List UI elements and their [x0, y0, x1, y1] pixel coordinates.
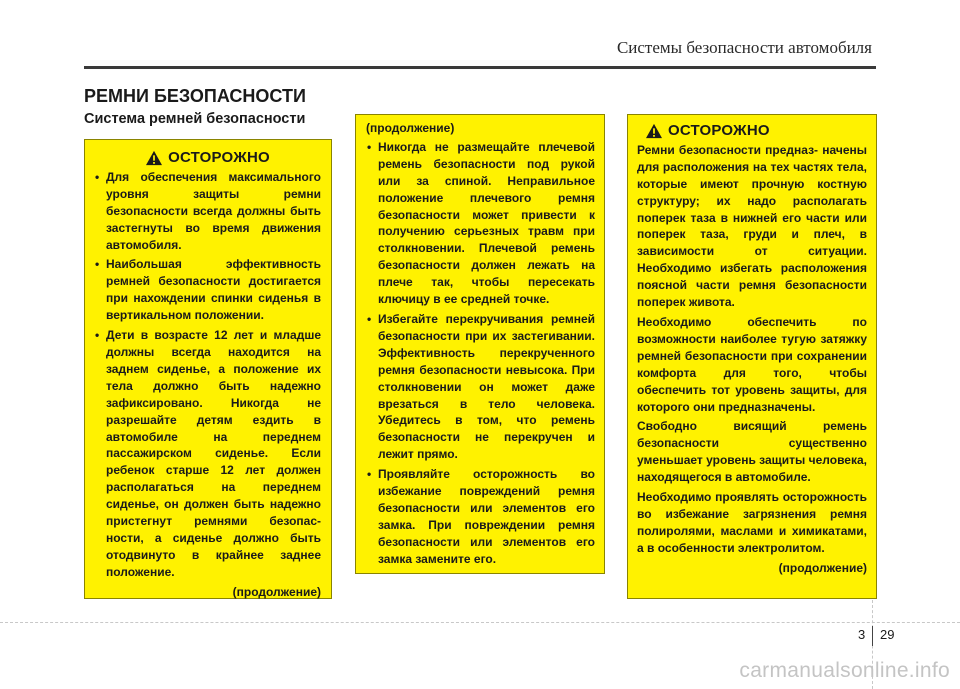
warning-heading	[94, 150, 321, 167]
warning-triangle-icon	[145, 150, 163, 166]
warning-heading-text: ОСТОРОЖНО	[168, 149, 270, 166]
page-number-divider	[872, 626, 873, 646]
warning-item: • Проявляйте осторожность во избежание повреждений ремня безопасности или элементов его замка. При повреждении ремня безопасности или элементов его замка замените его.	[366, 466, 595, 567]
warning-paragraph: Свободно висящий ремень безопасности существенно уменьшает уровень защиты человека, находящегося в автомобиле.	[637, 419, 867, 485]
warning-box-1	[84, 139, 332, 599]
warning-item: • Избегайте перекручивания ремней безопасности при их застегивании. Эффективность перекрученного ремня безопасности невысока. При столкновении он может даже врезаться в тело человека. Убедитесь в том, что ремень безопасности не перекручен и лежит прямо.	[366, 311, 595, 463]
warning-triangle-icon	[645, 123, 663, 139]
continued-label: (продолжение)	[232, 584, 321, 599]
warning-list	[366, 139, 595, 568]
section-title: РЕМНИ БЕЗОПАСНОСТИ	[84, 86, 306, 106]
warning-heading	[637, 123, 867, 140]
warning-box-3	[627, 114, 877, 599]
crop-guide-horizontal	[0, 622, 960, 623]
warning-paragraph: Ремни безопасности предназ- начены для расположения на тех частях тела, которые имеют прочную костную структуру; их надо располагать поперек таза в нижней его части или поперек таза, груди и плеч, в зависимости от ситуации. Необходимо избегать расположения поясной части ремня безопасности поперек живота.	[637, 142, 867, 310]
warning-paragraph: Необходимо проявлять осторожность во избежание загрязнения ремня полиролями, маслами и химикатами, а в особенности электролитом.	[637, 490, 867, 555]
warning-paragraph: Необходимо обеспечить по возможности наиболее тугую затяжку ремней безопасности при сохранении комфорта для того, чтобы обеспечить тот уровень защиты, для которого они предназначены.	[637, 314, 867, 414]
warning-box-2	[355, 114, 605, 574]
warning-item: • Наибольшая эффективность ремней безопасности достигается при нахождении спинки сиденья в вертикальном положении.	[94, 256, 321, 324]
warning-item: • Никогда не размещайте плечевой ремень безопасности под рукой или за спиной. Неправильное положение плечевого ремня безопасности может привести к получению серьезных травм при столкновении. Плечевой ремень безопасности должен лежать на плече так, чтобы пересекать ключицу в ее средней точке.	[366, 139, 595, 308]
warning-item: • Для обеспечения максимального уровня защиты ремни безопасности всегда должны быть застегнуты во время движения автомобиля.	[94, 169, 321, 254]
warning-list	[94, 169, 321, 581]
section-subtitle: Система ремней безопасности	[84, 111, 306, 127]
page-number: 29	[880, 627, 895, 642]
watermark: carmanualsonline.info	[739, 659, 950, 682]
warning-item: • Дети в возрасте 12 лет и младше должны всегда находится на заднем сиденье, а положение их тела должно быть надежно зафиксировано. Никогда не разрешайте детям ездить в автомобиле на переднем пассажирском сиденье. Если ребенок старше 12 лет должен располагаться на переднем сиденье, он должен быть надежно пристегнут ремнями безопас- ности, а сиденье должно быть отодвинуто в крайнее заднее положение.	[94, 327, 321, 581]
chapter-number: 3	[858, 627, 866, 642]
warning-heading-text: ОСТОРОЖНО	[668, 122, 770, 139]
header-rule	[84, 66, 876, 69]
chapter-header-title: Системы безопасности автомобиля	[616, 38, 872, 57]
continued-label: (продолжение)	[778, 560, 867, 575]
continued-label: (продолжение)	[366, 121, 455, 135]
